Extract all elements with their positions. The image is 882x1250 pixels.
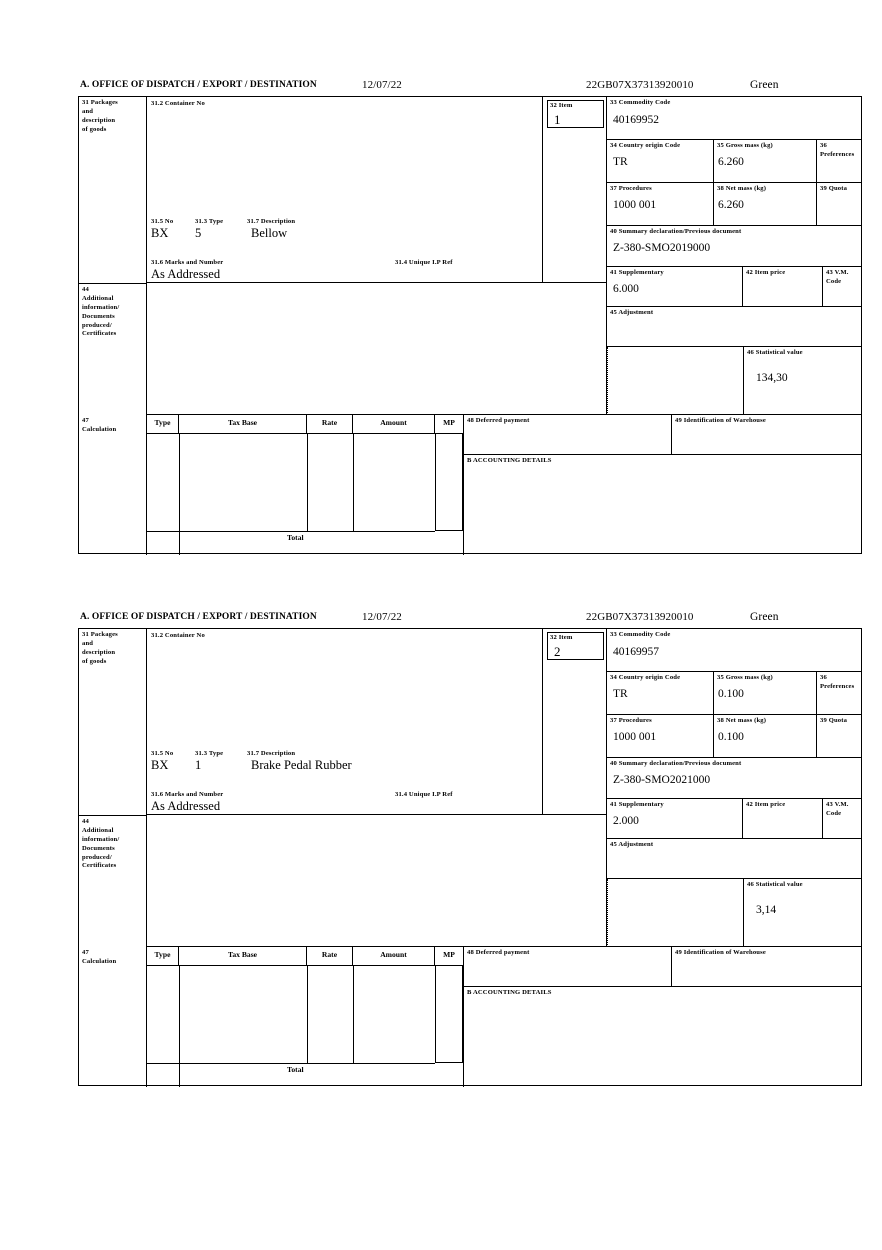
identification-warehouse-value <box>672 426 861 429</box>
grid-line <box>179 433 180 531</box>
col-amount-header: Amount <box>353 415 435 433</box>
box-39-quota <box>817 183 861 226</box>
col-type-header: Type <box>147 947 179 965</box>
box-b-accounting-details <box>463 987 861 1087</box>
packages-type-value: 5 <box>195 226 202 240</box>
box-48-deferred-payment <box>463 947 671 987</box>
box-44-content <box>147 815 607 947</box>
box-35-gross-mass <box>714 140 817 183</box>
calculation-table <box>147 415 463 555</box>
packages-description-value: Brake Pedal Rubber <box>251 758 352 772</box>
box-35-label: 35 Gross mass (kg) <box>717 142 773 149</box>
box-43-label: 43 V.M. Code <box>826 801 849 817</box>
box-31-label: 31 Packages and description of goods <box>82 99 118 133</box>
box-48-deferred-payment <box>463 415 671 455</box>
box-32-item-col <box>542 629 607 815</box>
box-31-6-label: 31.6 Marks and Number <box>151 259 224 266</box>
box-47-label: 47 Calculation <box>82 949 117 965</box>
item-number-value: 1 <box>554 112 561 127</box>
total-label: Total <box>287 1065 304 1074</box>
procedures-value: 1000 001 <box>613 198 657 211</box>
box-39-label: 39 Quota <box>820 717 848 724</box>
box-44-additional-information <box>79 283 147 415</box>
box-34-label: 34 Country origin Code <box>610 142 681 149</box>
grid-line <box>307 965 308 1063</box>
commodity-code-value: 40169952 <box>613 113 659 126</box>
calculation-table <box>147 947 463 1087</box>
box-49-identification-warehouse <box>671 947 861 987</box>
col-mp-header: MP <box>443 418 455 427</box>
identification-warehouse-value <box>672 958 861 961</box>
box-40-label: 40 Summary declaration/Previous document <box>610 228 742 235</box>
box-31-3-label: 31.3 Type <box>195 218 224 225</box>
box-33-commodity-code <box>607 629 861 672</box>
calculation-body <box>147 965 463 1063</box>
supplementary-value: 6.000 <box>613 282 639 295</box>
col-tax-base-header: Tax Base <box>179 415 307 433</box>
calculation-total-row <box>147 531 463 555</box>
box-32-item-box <box>547 632 604 660</box>
box-34-country-origin <box>607 672 714 715</box>
box-31-2-label: 31.2 Container No <box>151 632 205 639</box>
box-49-label: 49 Identification of Warehouse <box>675 417 766 424</box>
form-frame-1 <box>78 96 862 554</box>
box-35-gross-mass <box>714 672 817 715</box>
gross-mass-value: 6.260 <box>718 155 744 168</box>
grid-line <box>179 1063 180 1087</box>
box-36-preferences <box>817 672 861 715</box>
box-46-blank-left <box>607 347 743 415</box>
col-type-header: Type <box>147 415 179 433</box>
box-40-summary-declaration <box>607 226 861 267</box>
item-number-value: 2 <box>554 644 561 659</box>
box-32-label: 32 Item <box>550 634 573 641</box>
box-44-label: 44 Additional information/ Documents produced/ Certificates <box>82 818 120 870</box>
grid-line <box>179 531 180 555</box>
box-39-label: 39 Quota <box>820 185 848 192</box>
box-36-label: 36 Preferences <box>820 674 855 690</box>
box-40-summary-declaration <box>607 758 861 799</box>
box-31-4-label: 31.4 Unique I.P Ref <box>395 791 453 798</box>
box-37-label: 37 Procedures <box>610 185 652 192</box>
box-33-label: 33 Commodity Code <box>610 631 671 638</box>
packages-type-value: 1 <box>195 758 202 772</box>
customs-declaration-form-1 <box>78 78 862 554</box>
box-45-adjustment <box>607 839 861 879</box>
box-31-7-label: 31.7 Description <box>247 218 296 225</box>
adjustment-value <box>607 850 861 854</box>
box-45-label: 45 Adjustment <box>610 309 654 316</box>
box-47-calculation <box>79 947 147 1087</box>
quota-value <box>817 726 861 731</box>
box-b-label: B ACCOUNTING DETAILS <box>467 989 552 996</box>
box-45-adjustment <box>607 307 861 347</box>
box-37-procedures <box>607 715 714 758</box>
box-34-country-origin <box>607 140 714 183</box>
box-46-statistical-value <box>743 347 861 415</box>
office-of-dispatch-label: A. OFFICE OF DISPATCH / EXPORT / DESTINATION <box>80 612 317 622</box>
box-32-item-col <box>542 97 607 283</box>
box-45-label: 45 Adjustment <box>610 841 654 848</box>
box-41-supplementary <box>607 799 743 839</box>
supplementary-value: 2.000 <box>613 814 639 827</box>
commodity-code-value: 40169957 <box>613 645 659 658</box>
box-37-label: 37 Procedures <box>610 717 652 724</box>
vm-code-value <box>823 287 861 292</box>
box-31-content <box>147 629 542 815</box>
box-41-label: 41 Supplementary <box>610 801 664 808</box>
header-copy-colour: Green <box>750 79 779 91</box>
adjustment-value <box>607 318 861 322</box>
box-32-label: 32 Item <box>550 102 573 109</box>
box-31-label: 31 Packages and description of goods <box>82 631 118 665</box>
box-31-5-label: 31.5 No <box>151 750 174 757</box>
box-31-7-label: 31.7 Description <box>247 750 296 757</box>
customs-declaration-form-2 <box>78 610 862 1086</box>
additional-information-value <box>147 815 606 819</box>
box-46-label: 46 Statistical value <box>747 881 803 888</box>
mp-column-cell <box>435 433 463 531</box>
net-mass-value: 0.100 <box>718 730 744 743</box>
box-34-label: 34 Country origin Code <box>610 674 681 681</box>
col-tax-base-header: Tax Base <box>179 947 307 965</box>
calculation-total-row <box>147 1063 463 1087</box>
quota-value <box>817 194 861 199</box>
col-mp-header: MP <box>443 950 455 959</box>
box-48-label: 48 Deferred payment <box>467 949 530 956</box>
procedures-value: 1000 001 <box>613 730 657 743</box>
statistical-value-value: 134,30 <box>756 371 788 384</box>
box-44-label: 44 Additional information/ Documents produced/ Certificates <box>82 286 120 338</box>
vm-code-value <box>823 819 861 824</box>
box-46-statistical-value <box>743 879 861 947</box>
box-40-label: 40 Summary declaration/Previous document <box>610 760 742 767</box>
col-amount-header: Amount <box>353 947 435 965</box>
calculation-header-row <box>147 415 463 434</box>
box-42-label: 42 Item price <box>746 801 786 808</box>
total-label: Total <box>287 533 304 542</box>
box-42-item-price <box>743 799 823 839</box>
box-43-label: 43 V.M. Code <box>826 269 849 285</box>
box-49-identification-warehouse <box>671 415 861 455</box>
box-39-quota <box>817 715 861 758</box>
box-b-label: B ACCOUNTING DETAILS <box>467 457 552 464</box>
box-44-additional-information <box>79 815 147 947</box>
box-38-label: 38 Net mass (kg) <box>717 717 767 724</box>
office-of-dispatch-label: A. OFFICE OF DISPATCH / EXPORT / DESTINATION <box>80 80 317 90</box>
box-31-content <box>147 97 542 283</box>
marks-and-number-value: As Addressed <box>151 267 221 281</box>
box-31-4-label: 31.4 Unique I.P Ref <box>395 259 453 266</box>
box-41-supplementary <box>607 267 743 307</box>
grid-line <box>353 965 354 1063</box>
preferences-value <box>817 692 861 697</box>
accounting-details-value <box>464 466 861 470</box>
deferred-payment-value <box>464 426 671 429</box>
box-36-preferences <box>817 140 861 183</box>
grid-line <box>353 433 354 531</box>
item-price-value <box>743 810 822 815</box>
header-reference: 22GB07X37313920010 <box>586 79 694 91</box>
box-31-5-label: 31.5 No <box>151 218 174 225</box>
box-46-blank-left <box>607 879 743 947</box>
accounting-details-value <box>464 998 861 1002</box>
header-date: 12/07/22 <box>362 611 402 623</box>
header-date: 12/07/22 <box>362 79 402 91</box>
box-42-item-price <box>743 267 823 307</box>
box-37-procedures <box>607 183 714 226</box>
statistical-value-value: 3,14 <box>756 903 777 916</box>
header-copy-colour: Green <box>750 611 779 623</box>
form-header-1 <box>78 78 862 96</box>
mp-column-cell <box>435 965 463 1063</box>
box-42-label: 42 Item price <box>746 269 786 276</box>
col-rate-header: Rate <box>307 947 353 965</box>
box-47-label: 47 Calculation <box>82 417 117 433</box>
box-31-packages <box>79 97 147 283</box>
calculation-header-row <box>147 947 463 966</box>
marks-and-number-value: As Addressed <box>151 799 221 813</box>
dotted-separator <box>607 879 608 947</box>
box-43-vm-code <box>823 267 861 307</box>
item-price-value <box>743 278 822 283</box>
box-31-2-label: 31.2 Container No <box>151 100 205 107</box>
country-origin-value: TR <box>613 687 628 700</box>
box-33-commodity-code <box>607 97 861 140</box>
summary-declaration-value: Z-380-SMO2021000 <box>613 773 711 786</box>
net-mass-value: 6.260 <box>718 198 744 211</box>
box-35-label: 35 Gross mass (kg) <box>717 674 773 681</box>
country-origin-value: TR <box>613 155 628 168</box>
box-47-calculation <box>79 415 147 555</box>
form-header-2 <box>78 610 862 628</box>
summary-declaration-value: Z-380-SMO2019000 <box>613 241 711 254</box>
additional-information-value <box>147 283 606 287</box>
box-43-vm-code <box>823 799 861 839</box>
box-48-label: 48 Deferred payment <box>467 417 530 424</box>
box-31-6-label: 31.6 Marks and Number <box>151 791 224 798</box>
box-33-label: 33 Commodity Code <box>610 99 671 106</box>
col-rate-header: Rate <box>307 415 353 433</box>
header-reference: 22GB07X37313920010 <box>586 611 694 623</box>
box-41-label: 41 Supplementary <box>610 269 664 276</box>
deferred-payment-value <box>464 958 671 961</box>
box-32-item-box <box>547 100 604 128</box>
grid-line <box>307 433 308 531</box>
form-frame-2 <box>78 628 862 1086</box>
box-b-accounting-details <box>463 455 861 555</box>
packages-no-value: BX <box>151 758 169 772</box>
box-38-label: 38 Net mass (kg) <box>717 185 767 192</box>
box-36-label: 36 Preferences <box>820 142 855 158</box>
grid-line <box>179 965 180 1063</box>
packages-description-value: Bellow <box>251 226 288 240</box>
box-49-label: 49 Identification of Warehouse <box>675 949 766 956</box>
calculation-body <box>147 433 463 531</box>
box-38-net-mass <box>714 715 817 758</box>
box-31-3-label: 31.3 Type <box>195 750 224 757</box>
box-38-net-mass <box>714 183 817 226</box>
dotted-separator <box>607 347 608 415</box>
box-44-content <box>147 283 607 415</box>
gross-mass-value: 0.100 <box>718 687 744 700</box>
box-31-packages <box>79 629 147 815</box>
packages-no-value: BX <box>151 226 169 240</box>
preferences-value <box>817 160 861 165</box>
box-46-label: 46 Statistical value <box>747 349 803 356</box>
